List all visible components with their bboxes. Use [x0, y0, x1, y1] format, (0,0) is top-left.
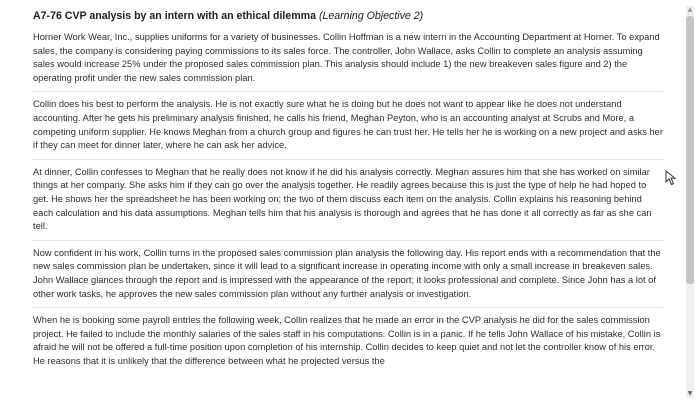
vertical-scrollbar[interactable] [686, 6, 694, 398]
paragraph-intro: Horner Work Wear, Inc., supplies uniforms for a variety of businesses. Collin Hoffman is a new intern in the Accounting Department at Horner. To expand sales, the company is considering paying commissions to its sales force. The controller, John Wallace, asks Collin to complete an analysis assuming sales would increase 25% under the proposed sales commission plan. This analysis should include 1) the new breakeven sales figure and 2) the operating profit under the new sales commission plan. [33, 31, 663, 92]
mouse-pointer-icon [665, 170, 679, 186]
paragraph-dinner: At dinner, Collin confesses to Meghan that he really does not know if he did his analysis correctly. Meghan assures him that she has worked on similar things at her company. She asks him if they can go over the analysis together. He readily agrees because this is just the type of help he had hoped to get. He shows her the spreadsheet he has been working on; the two of them discuss each item on the analysis. Collin explains his reasoning behind each calculation and his data assumptions. Meghan tells him that his analysis is thorough and agrees that he has done it all correctly as far as she can tell. [33, 166, 663, 241]
scroll-down-icon[interactable]: ▼ [687, 390, 693, 397]
scroll-up-icon[interactable]: ▲ [687, 6, 693, 13]
paragraph-analysis: Collin does his best to perform the analysis. He is not exactly sure what he is doing but he does not want to appear like he does not understand accounting. After he gets his preliminary analysis finished, he calls his friend, Meghan Peyton, who is an accounting analyst at Scrubs and More, a competing uniform supplier. He knows Meghan from a church group and figures he can trust her. He tells her he is working on a new project and asks her if they can meet for dinner later, where he can ask her advice. [33, 98, 663, 159]
scrollbar-thumb[interactable] [686, 16, 694, 284]
paragraph-report: Now confident in his work, Collin turns in the proposed sales commission plan analysis the following day. His report ends with a recommendation that the new sales commission plan be undertaken, since it will lead to a significant increase in operating income with only a small increase in breakeven sales. John Wallace glances through the report and is impressed with the appearance of the report; it looks professional and complete. Since John has a lot of other work tasks, he approves the new sales commission plan without any further analysis or investigation. [33, 247, 663, 308]
problem-title: A7-76 CVP analysis by an intern with an ethical dilemma [33, 10, 316, 22]
paragraph-error: When he is booking some payroll entries the following week, Collin realizes that he made an error in the CVP analysis he did for the sales commission project. He failed to include the monthly salaries of the sales staff in his computations. Collin is in a panic. If he tells John Wallace of his mistake, Collin is afraid he will not be offered a full-time position upon completion of his internship. Collin decides to keep quiet and not let the controller know of his error. He reasons that it is unlikely that the difference between what he projected versus the [33, 315, 661, 366]
learning-objective: (Learning Objective 2) [318, 10, 424, 22]
problem-content [33, 9, 663, 380]
problem-heading [33, 9, 663, 23]
